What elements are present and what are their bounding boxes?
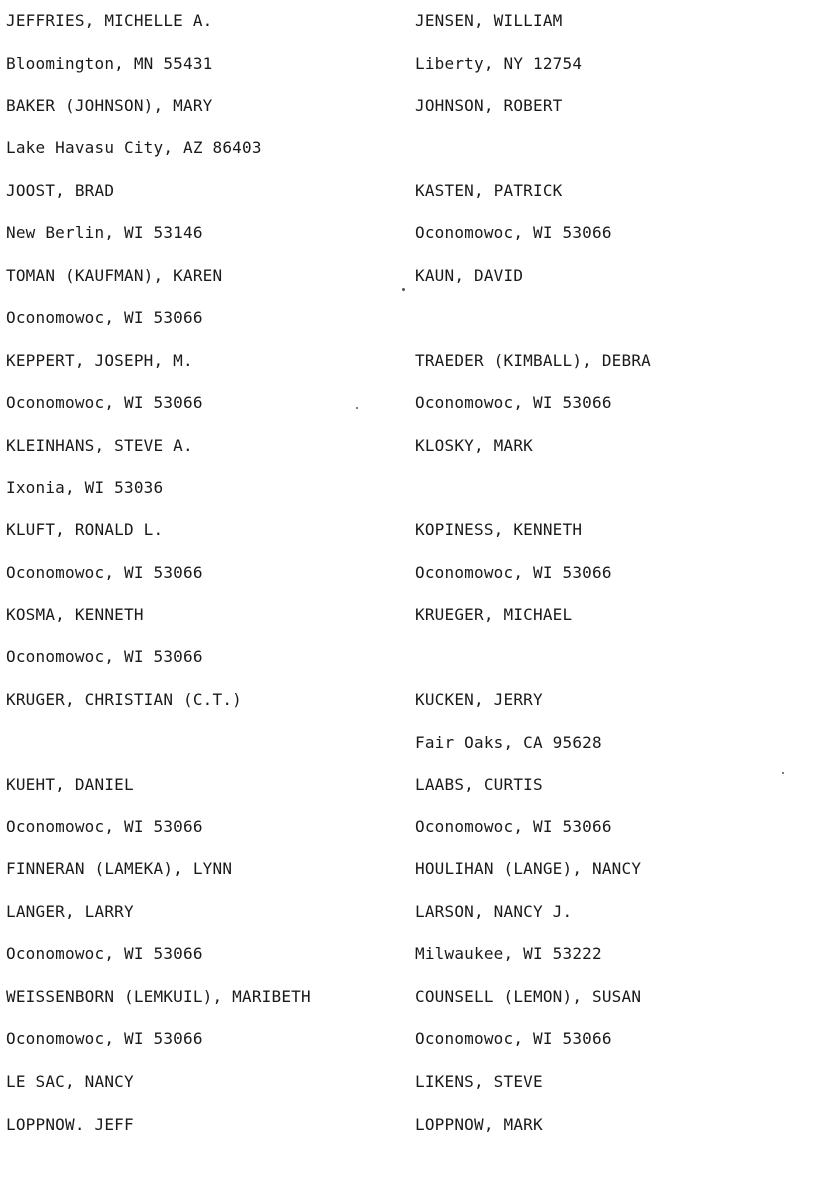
entry-name: WEISSENBORN (LEMKUIL), MARIBETH [6, 987, 311, 1006]
entry-name: BAKER (JOHNSON), MARY [6, 96, 213, 115]
entry-name: LIKENS, STEVE [415, 1072, 543, 1091]
entry-name: KLEINHANS, STEVE A. [6, 436, 193, 455]
entry-location: Oconomowoc, WI 53066 [6, 563, 203, 582]
entry-location: Oconomowoc, WI 53066 [6, 944, 203, 963]
entry-name: KOPINESS, KENNETH [415, 520, 583, 539]
entry-name: LOPPNOW. JEFF [6, 1115, 134, 1134]
entry-location: New Berlin, WI 53146 [6, 223, 203, 242]
entry-location: Oconomowoc, WI 53066 [6, 1029, 203, 1048]
scan-speck [402, 288, 405, 291]
entry-location: Oconomowoc, WI 53066 [6, 817, 203, 836]
entry-name: KRUEGER, MICHAEL [415, 605, 573, 624]
entry-name: KUEHT, DANIEL [6, 775, 134, 794]
entry-name: KEPPERT, JOSEPH, M. [6, 351, 193, 370]
entry-name: LOPPNOW, MARK [415, 1115, 543, 1134]
entry-name: LARSON, NANCY J. [415, 902, 573, 921]
entry-location: Liberty, NY 12754 [415, 54, 583, 73]
entry-location: Ixonia, WI 53036 [6, 478, 164, 497]
entry-location: Oconomowoc, WI 53066 [415, 563, 612, 582]
entry-name: LE SAC, NANCY [6, 1072, 134, 1091]
entry-name: KOSMA, KENNETH [6, 605, 144, 624]
entry-location: Oconomowoc, WI 53066 [6, 647, 203, 666]
entry-name: COUNSELL (LEMON), SUSAN [415, 987, 642, 1006]
entry-location: Lake Havasu City, AZ 86403 [6, 138, 262, 157]
entry-name: HOULIHAN (LANGE), NANCY [415, 859, 642, 878]
entry-name: TOMAN (KAUFMAN), KAREN [6, 266, 223, 285]
scan-speck [356, 407, 358, 409]
entry-location: Oconomowoc, WI 53066 [415, 1029, 612, 1048]
entry-name: KRUGER, CHRISTIAN (C.T.) [6, 690, 242, 709]
entry-name: JENSEN, WILLIAM [415, 11, 563, 30]
entry-location: Fair Oaks, CA 95628 [415, 733, 602, 752]
entry-location: Oconomowoc, WI 53066 [415, 817, 612, 836]
entry-name: JEFFRIES, MICHELLE A. [6, 11, 213, 30]
entry-name: LANGER, LARRY [6, 902, 134, 921]
entry-name: JOHNSON, ROBERT [415, 96, 563, 115]
entry-name: KAUN, DAVID [415, 266, 524, 285]
entry-name: JOOST, BRAD [6, 181, 115, 200]
entry-name: KUCKEN, JERRY [415, 690, 543, 709]
entry-location: Milwaukee, WI 53222 [415, 944, 602, 963]
entry-location: Bloomington, MN 55431 [6, 54, 213, 73]
entry-name: TRAEDER (KIMBALL), DEBRA [415, 351, 651, 370]
entry-location: Oconomowoc, WI 53066 [6, 393, 203, 412]
entry-name: LAABS, CURTIS [415, 775, 543, 794]
entry-location: Oconomowoc, WI 53066 [6, 308, 203, 327]
entry-name: KASTEN, PATRICK [415, 181, 563, 200]
entry-location: Oconomowoc, WI 53066 [415, 393, 612, 412]
entry-location: Oconomowoc, WI 53066 [415, 223, 612, 242]
entry-name: FINNERAN (LAMEKA), LYNN [6, 859, 233, 878]
entry-name: KLOSKY, MARK [415, 436, 533, 455]
entry-name: KLUFT, RONALD L. [6, 520, 164, 539]
scan-speck [782, 772, 784, 774]
